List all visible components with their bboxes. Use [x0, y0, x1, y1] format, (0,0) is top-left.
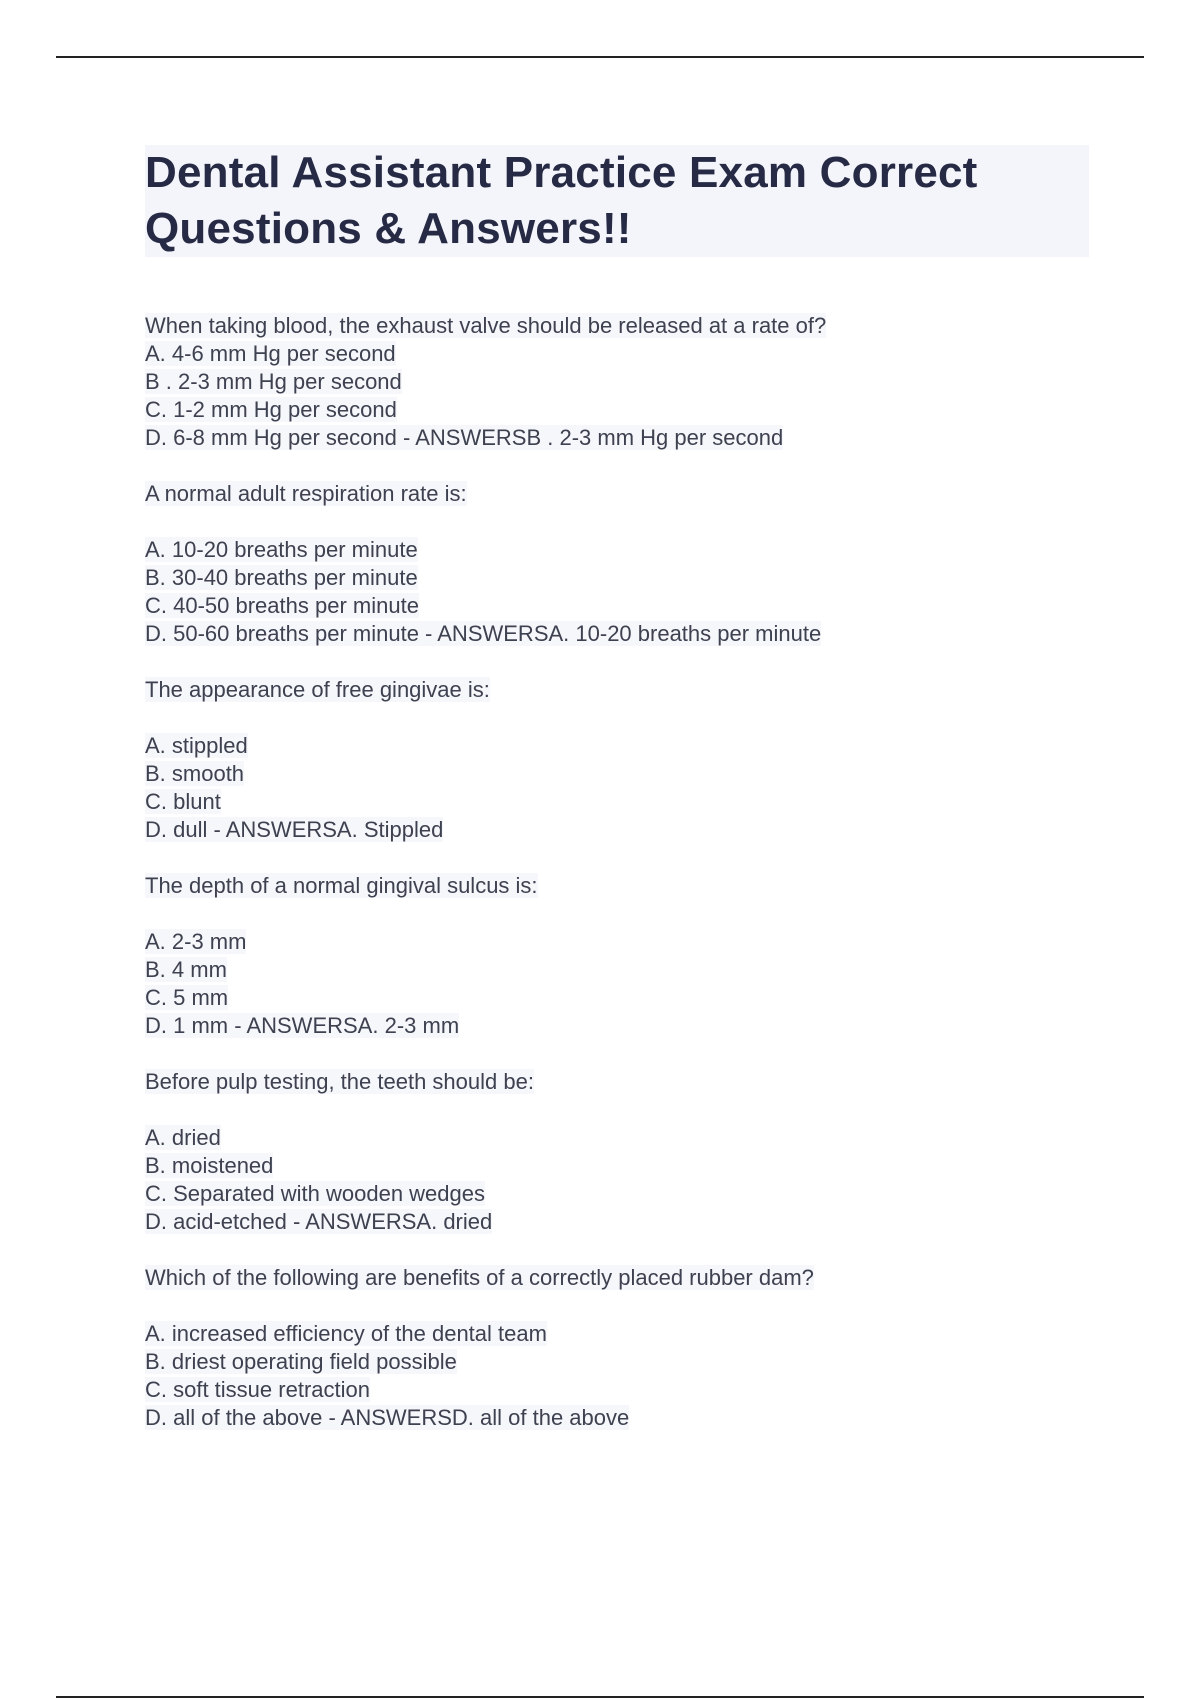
option-a: A. increased efficiency of the dental team — [145, 1321, 547, 1346]
spacer — [145, 508, 1089, 536]
question-text: A normal adult respiration rate is: — [145, 481, 467, 506]
option-a: A. 2-3 mm — [145, 929, 247, 954]
option-b: B . 2-3 mm Hg per second — [145, 369, 402, 394]
spacer — [145, 1236, 1089, 1264]
option-b: B. 4 mm — [145, 957, 227, 982]
question-block-5 — [145, 1068, 1089, 1236]
option-d-with-answer: D. dull - ANSWERSA. Stippled — [145, 817, 444, 842]
option-b: B. driest operating field possible — [145, 1349, 457, 1374]
option-c: C. soft tissue retraction — [145, 1377, 370, 1402]
option-d-with-answer: D. all of the above - ANSWERSD. all of the above — [145, 1405, 630, 1430]
document-title: Dental Assistant Practice Exam Correct Questions & Answers!! — [145, 148, 978, 253]
spacer — [145, 1292, 1089, 1320]
question-block-3 — [145, 676, 1089, 844]
option-a: A. dried — [145, 1125, 221, 1150]
spacer — [145, 844, 1089, 872]
option-b: B. 30-40 breaths per minute — [145, 565, 418, 590]
option-a: A. stippled — [145, 733, 248, 758]
header-rule — [56, 56, 1144, 58]
option-b: B. moistened — [145, 1153, 274, 1178]
spacer — [145, 704, 1089, 732]
option-b: B. smooth — [145, 761, 245, 786]
spacer — [145, 900, 1089, 928]
option-c: C. Separated with wooden wedges — [145, 1181, 485, 1206]
spacer — [145, 1096, 1089, 1124]
question-text: The depth of a normal gingival sulcus is: — [145, 873, 538, 898]
footer-rule — [56, 1696, 1144, 1698]
question-block-2 — [145, 480, 1089, 648]
option-a: A. 4-6 mm Hg per second — [145, 341, 396, 366]
spacer — [145, 452, 1089, 480]
option-d-with-answer: D. 1 mm - ANSWERSA. 2-3 mm — [145, 1013, 460, 1038]
question-text: Before pulp testing, the teeth should be: — [145, 1069, 534, 1094]
question-block-6 — [145, 1264, 1089, 1432]
question-text: The appearance of free gingivae is: — [145, 677, 490, 702]
question-text: Which of the following are benefits of a correctly placed rubber dam? — [145, 1265, 814, 1290]
option-c: C. blunt — [145, 789, 221, 814]
option-c: C. 40-50 breaths per minute — [145, 593, 419, 618]
question-text: When taking blood, the exhaust valve should be released at a rate of? — [145, 313, 827, 338]
option-d-with-answer: D. 6-8 mm Hg per second - ANSWERSB . 2-3 mm Hg per second — [145, 425, 784, 450]
option-d-with-answer: D. acid-etched - ANSWERSA. dried — [145, 1209, 493, 1234]
option-c: C. 5 mm — [145, 985, 229, 1010]
option-a: A. 10-20 breaths per minute — [145, 537, 418, 562]
title-block — [145, 145, 1089, 257]
spacer — [145, 1040, 1089, 1068]
question-block-4 — [145, 872, 1089, 1040]
option-c: C. 1-2 mm Hg per second — [145, 397, 397, 422]
option-d-with-answer: D. 50-60 breaths per minute - ANSWERSA. 10-20 breaths per minute — [145, 621, 822, 646]
question-block-1 — [145, 312, 1089, 452]
spacer — [145, 648, 1089, 676]
questions-content — [145, 312, 1089, 1432]
